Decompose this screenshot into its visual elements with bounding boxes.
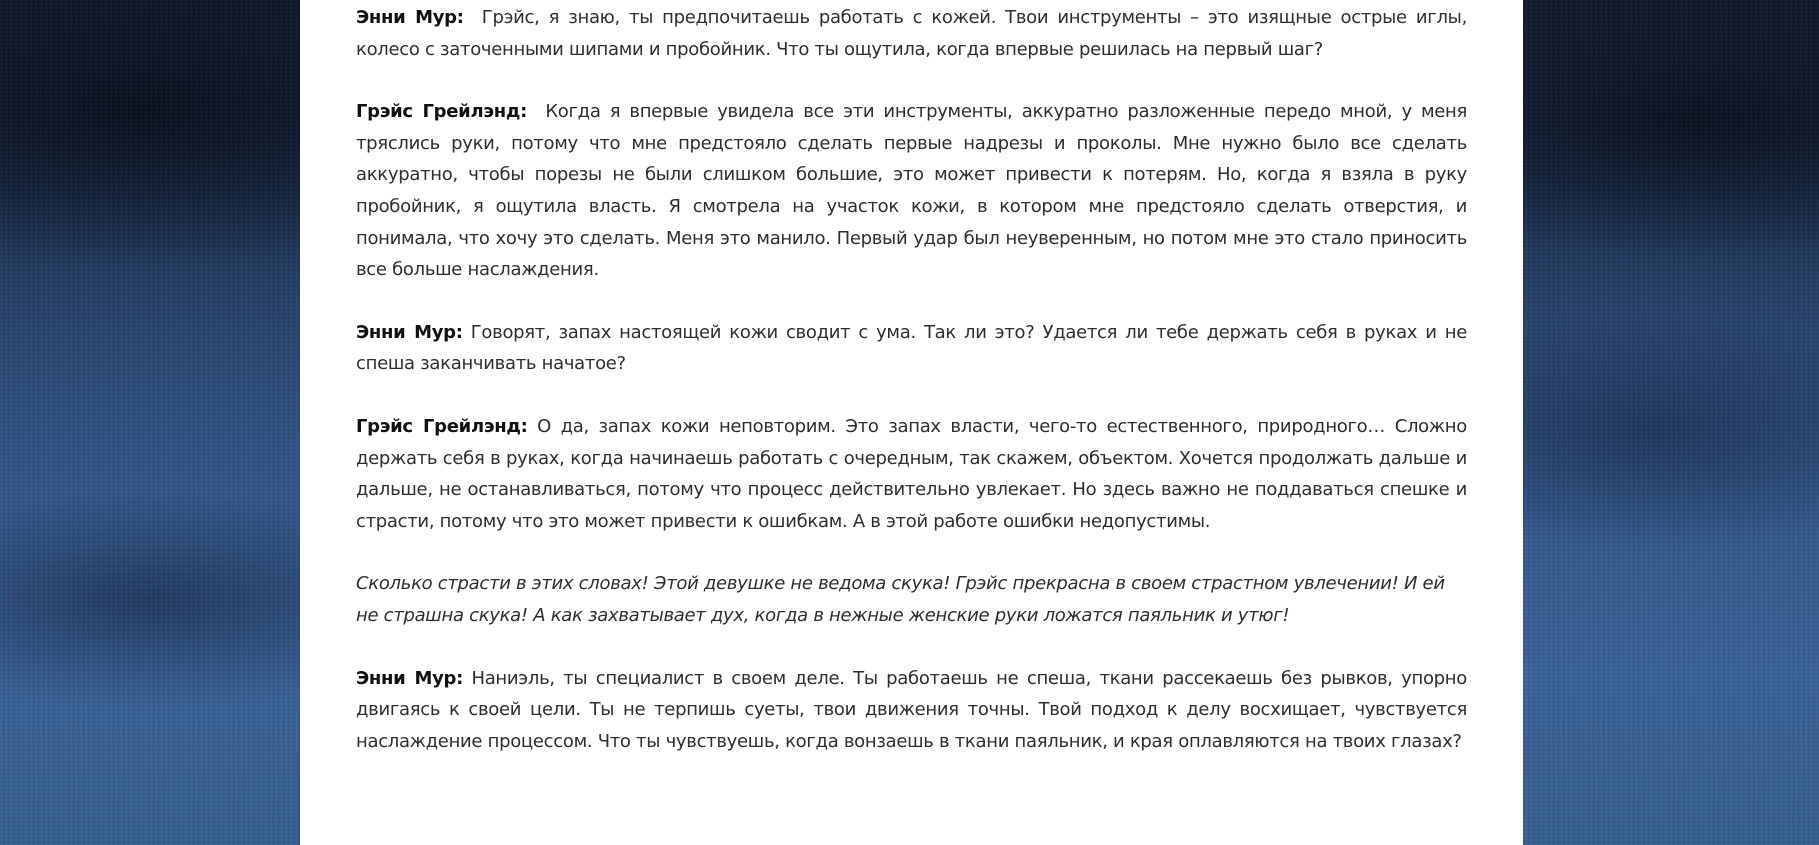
article-body xyxy=(356,2,1473,788)
speaker-name: Энни Мур: xyxy=(356,321,463,343)
interview-paragraph xyxy=(356,411,1473,537)
paragraph-text: О да, запах кожи неповторим. Это запах власти, чего-то естественного, природного… Сложно держать себя в руках, когда начинаешь работать с очередным, так скажем, объектом. Хочется продолжать дальше и дальше, не останавливаться, потому что процесс действительно увлекает. Но здесь важно не поддаваться спешке и страсти, потому что это может привести к ошибкам. А в этой работе ошибки недопустимы. xyxy=(356,415,1473,532)
paragraph-text: Грэйс, я знаю, ты предпочитаешь работать с кожей. Твои инструменты – это изящные острые иглы, колесо с заточенными шипами и пробойник. Что ты ощутила, когда впервые решилась на первый шаг? xyxy=(356,7,1473,60)
speaker-name: Энни Мур: xyxy=(356,7,464,28)
speaker-name: Энни Мур: xyxy=(356,667,464,689)
paragraph-text: Когда я впервые увидела все эти инструменты, аккуратно разложенные передо мной, у меня тряслись руки, потому что мне предстояло сделать первые надрезы и проколы. Мне нужно было все сделать аккуратно, чтобы порезы не были слишком большие, это может привести к потерям. Но, когда я взяла в руку пробойник, я ощутила власть. Я смотрела на участок кожи, в котором мне предстояло сделать отверстия, и понимала, что хочу это сделать. Меня это манило. Первый удар был неуверенным, но потом мне это стало приносить все больше наслаждения. xyxy=(356,101,1473,281)
interview-paragraph xyxy=(356,663,1473,758)
interview-paragraph xyxy=(356,317,1473,380)
background-left xyxy=(0,0,300,845)
interview-paragraph xyxy=(356,2,1473,65)
speaker-name: Грэйс Грейлэнд: xyxy=(356,101,528,123)
paragraph-text: Говорят, запах настоящей кожи сводит с ума. Так ли это? Удается ли тебе держать себя в руках и не спеша заканчивать начатое? xyxy=(356,321,1473,375)
background-right xyxy=(1523,0,1819,845)
editorial-comment: Сколько страсти в этих словах! Этой девушке не ведома скука! Грэйс прекрасна в своем страстном увлечении! И ей не страшна скука! А как захватывает дух, когда в нежные женские руки ложатся паяльник и утюг! xyxy=(356,573,1445,626)
article-panel xyxy=(300,0,1523,845)
interview-paragraph xyxy=(356,96,1473,286)
speaker-name: Грэйс Грейлэнд: xyxy=(356,415,528,437)
paragraph-text: Наниэль, ты специалист в своем деле. Ты работаешь не спеша, ткани рассекаешь без рывков, упорно двигаясь к своей цели. Ты не терпишь суеты, твои движения точны. Твой подход к делу восхищает, чувствуется наслаждение процессом. Что ты чувствуешь, когда вонзаешь в ткани паяльник, и края оплавляются на твоих глазах? xyxy=(356,667,1473,752)
